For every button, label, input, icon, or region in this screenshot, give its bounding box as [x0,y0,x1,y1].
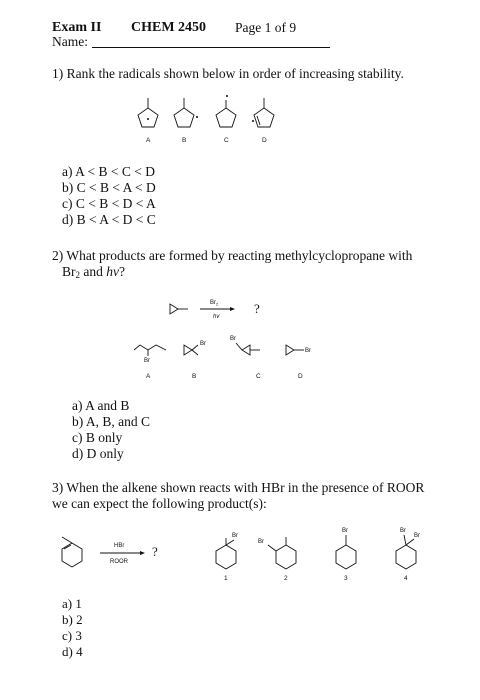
q3-option-c[interactable]: c) 3 [62,628,82,643]
q3-label-1: 1 [224,575,228,582]
methylcyclohexene [62,537,82,567]
q3-question-line1: 3) When the alkene shown reacts with HBr in the presence of ROOR [52,480,425,495]
q2-label-c: C [256,373,261,380]
q3-option-d[interactable]: d) 4 [62,644,83,659]
q3-option-a[interactable]: a) 1 [62,596,82,611]
page-number: Page 1 of 9 [235,20,297,35]
q2-question-line2: $Br_2$ and hv? [62,264,125,280]
q1-label-d: D [262,137,267,144]
q3-arrow-roor: ROOR [110,559,128,565]
q3-option-b[interactable]: b) 2 [62,612,83,627]
q2-option-b[interactable]: b) A, B, and C [72,414,151,429]
q3-product-4 [396,528,420,569]
q2-arrow-hv: hv [213,314,220,320]
q3-question-line2: we can expect the following product(s): [52,496,267,511]
svg-text:Br: Br [414,533,420,539]
q2-label-d: D [298,373,303,380]
svg-text:Br: Br [342,528,348,534]
q3-label-3: 3 [344,575,348,582]
svg-text:Br: Br [400,528,406,534]
q3-product-1 [216,533,238,569]
svg-text:Br: Br [230,336,236,342]
q3-label-2: 2 [284,575,288,582]
q2-label-b: B [192,373,197,380]
q2-question-mark: ? [254,301,260,316]
q1-label-c: C [224,137,229,144]
q2-arrow-br2: $Br_2$ [210,300,219,307]
q1-option-d[interactable]: d) B < A < D < C [62,212,156,227]
q2-label-a: A [146,373,151,380]
q1-label-a: A [146,137,151,144]
q3-question-mark: ? [152,544,158,559]
svg-text:Br: Br [144,358,150,364]
q1-label-b: B [182,137,187,144]
q3-product-3 [336,528,356,569]
q2-question-line1: 2) What products are formed by reacting methylcyclopropane with [52,248,413,263]
q2-option-d[interactable]: d) D only [72,446,124,461]
svg-text:Br: Br [200,341,206,347]
exam-title: Exam II [52,20,102,35]
name-label: Name: [52,34,88,49]
q3-arrow-hbr: HBr [114,543,125,549]
q3-label-4: 4 [404,575,408,582]
svg-text:Br: Br [232,533,238,539]
q1-option-c[interactable]: c) C < B < D < A [62,196,156,211]
q1-option-a[interactable]: a) A < B < C < D [62,164,155,179]
svg-text:Br: Br [305,348,311,354]
q2-option-c[interactable]: c) B only [72,430,123,445]
q1-question: 1) Rank the radicals shown below in order of increasing stability. [52,66,404,81]
q2-option-a[interactable]: a) A and B [72,398,130,413]
q3-product-2 [258,537,296,569]
svg-text:Br: Br [258,539,264,545]
q1-option-b[interactable]: b) C < B < A < D [62,180,156,195]
course-code: CHEM 2450 [131,20,207,35]
